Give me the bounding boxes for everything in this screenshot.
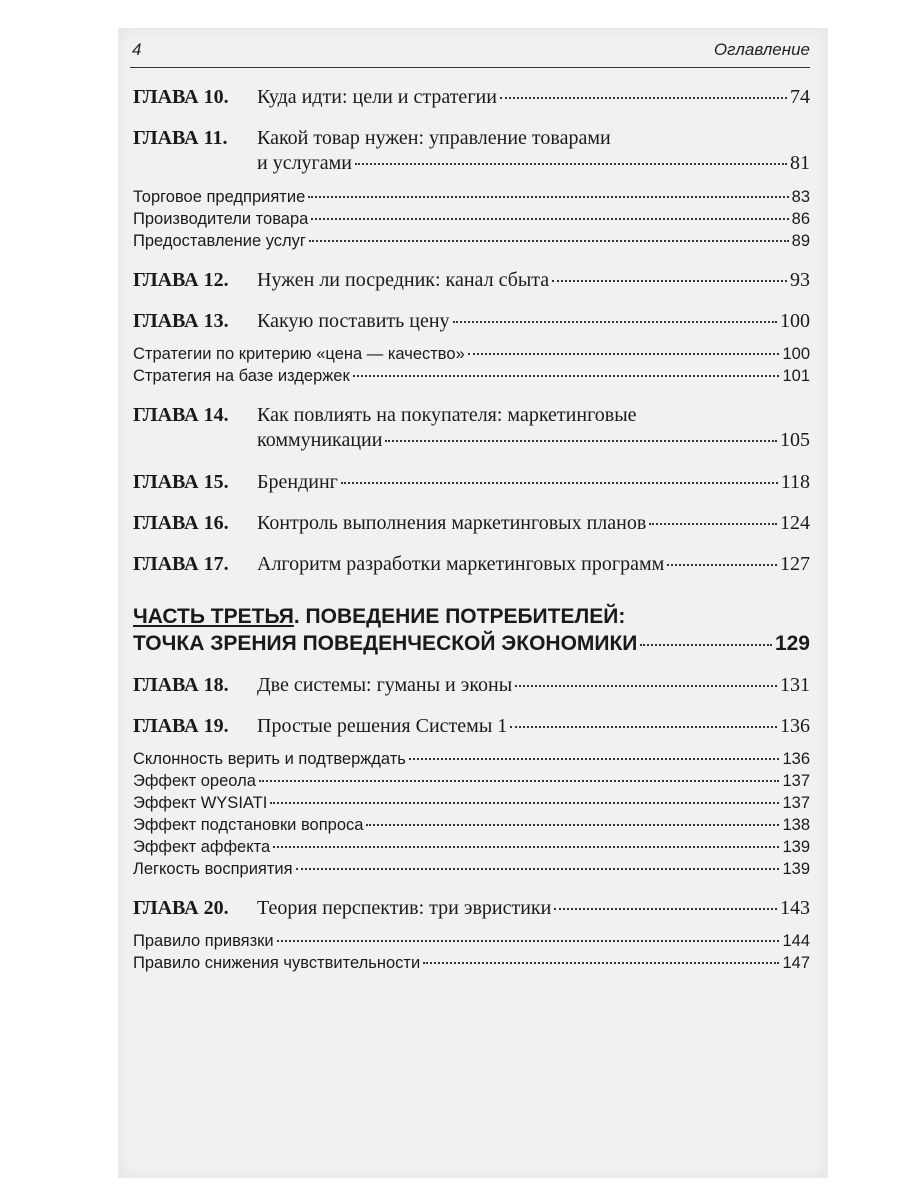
table-of-contents [133, 86, 810, 973]
dot-leader [296, 868, 780, 870]
section-title: Эффект подстановки вопроса [133, 816, 364, 834]
toc-entry-title [133, 553, 664, 576]
part-title: . ПОВЕДЕНИЕ ПОТРЕБИТЕЛЕЙ: [293, 605, 626, 628]
toc-chapter-entry [133, 674, 810, 697]
page-ref: 101 [782, 367, 810, 385]
page-ref: 118 [780, 471, 810, 493]
section-title: Стратегии по критерию «цена — качество» [133, 345, 465, 363]
section-title: Производители товара [133, 210, 309, 228]
section-title: Легкость восприятия [133, 860, 293, 878]
toc-chapter-entry [133, 553, 810, 576]
dot-leader [409, 758, 780, 760]
chapter-title: Как повлиять на покупателя: маркетинговые [257, 404, 637, 426]
chapter-title-line [133, 404, 810, 427]
chapter-label: ГЛАВА 16. [133, 512, 229, 534]
chapter-title: Нужен ли посредник: канал сбыта [257, 269, 550, 291]
toc-section-entry [133, 932, 810, 951]
dot-leader [355, 163, 787, 165]
chapter-title: Контроль выполнения маркетинговых планов [257, 512, 647, 534]
chapter-label: ГЛАВА 10. [133, 86, 229, 108]
part-label: ЧАСТЬ ТРЕТЬЯ [133, 605, 294, 628]
toc-entry-title [133, 471, 338, 494]
section-title: Стратегия на базе издержек [133, 367, 350, 385]
toc-section-entry [133, 750, 810, 769]
toc-entry-title [133, 512, 646, 535]
chapter-label: ГЛАВА 20. [133, 897, 229, 919]
page-ref: 137 [782, 772, 810, 790]
toc-entry-title [133, 715, 507, 738]
chapter-title: Алгоритм разработки маркетинговых программ [257, 553, 665, 575]
toc-entry-title [133, 897, 551, 920]
toc-entry-title [133, 86, 497, 109]
toc-section-entry [133, 954, 810, 973]
toc-section-entry [133, 232, 810, 251]
section-title: Правило снижения чувствительности [133, 954, 421, 972]
dot-leader [423, 962, 779, 964]
toc-chapter-entry [133, 127, 810, 176]
dot-leader [366, 824, 779, 826]
section-title: Торговое предприятие [133, 188, 306, 206]
toc-chapter-entry [133, 86, 810, 109]
section-title: Эффект WYSIATI [133, 794, 268, 812]
chapter-title: Теория перспектив: три эвристики [257, 897, 552, 919]
page-ref: 131 [780, 674, 810, 696]
page-ref: 139 [782, 860, 810, 878]
section-title: Склонность верить и подтверждать [133, 750, 406, 768]
chapter-label: ГЛАВА 14. [133, 404, 229, 426]
page-ref: 83 [791, 188, 810, 206]
dot-leader [468, 353, 780, 355]
chapter-label: ГЛАВА 13. [133, 310, 229, 332]
toc-section-entry [133, 816, 810, 835]
chapter-label: ГЛАВА 12. [133, 269, 229, 291]
chapter-title: Какую поставить цену [257, 310, 450, 332]
chapter-title-line [133, 127, 810, 150]
chapter-title: Две системы: гуманы и эконы [257, 674, 513, 696]
dot-leader [311, 218, 788, 220]
page-ref: 138 [782, 816, 810, 834]
dot-leader [500, 97, 787, 99]
toc-section-entry [133, 794, 810, 813]
page-ref: 143 [780, 897, 810, 919]
section-title: Правило привязки [133, 932, 274, 950]
chapter-label: ГЛАВА 11. [133, 127, 228, 149]
toc-chapter-entry [133, 512, 810, 535]
chapter-title: Куда идти: цели и стратегии [257, 86, 497, 108]
chapter-title: коммуникации [257, 429, 383, 451]
section-title: Предоставление услуг [133, 232, 306, 250]
toc-entry-title [133, 269, 549, 292]
dot-leader [259, 780, 780, 782]
page-ref: 74 [790, 86, 810, 108]
chapter-title: Брендинг [257, 471, 338, 493]
chapter-label: ГЛАВА 19. [133, 715, 229, 737]
page-ref: 100 [780, 310, 810, 332]
page-ref: 105 [780, 429, 810, 451]
chapter-title-line [133, 150, 810, 176]
dot-leader [453, 321, 777, 323]
dot-leader [309, 240, 789, 242]
dot-leader [510, 726, 777, 728]
toc-entry-title [133, 310, 450, 333]
toc-section-entry [133, 838, 810, 857]
toc-chapter-entry [133, 471, 810, 494]
page-ref: 137 [782, 794, 810, 812]
page-ref: 89 [791, 232, 810, 250]
section-title: Эффект ореола [133, 772, 256, 790]
chapter-title-line [133, 427, 810, 453]
part-title-line [133, 602, 810, 632]
dot-leader [667, 564, 777, 566]
page-ref: 81 [790, 152, 810, 174]
running-title: Оглавление [713, 40, 810, 59]
page-ref: 136 [782, 750, 810, 768]
dot-leader [515, 685, 777, 687]
dot-leader [552, 280, 787, 282]
page-ref: 124 [780, 512, 810, 534]
page-header [130, 34, 810, 74]
chapter-title: Какой товар нужен: управление товарами [257, 127, 611, 149]
chapter-title: Простые решения Системы 1 [257, 715, 508, 737]
toc-chapter-entry [133, 269, 810, 292]
dot-leader [640, 644, 772, 646]
toc-chapter-entry [133, 897, 810, 920]
chapter-title: и услугами [257, 152, 352, 174]
chapter-label: ГЛАВА 17. [133, 553, 229, 575]
part-title: ТОЧКА ЗРЕНИЯ ПОВЕДЕНЧЕСКОЙ ЭКОНОМИКИ [133, 632, 638, 655]
page-number: 4 [132, 40, 142, 59]
page-ref: 129 [774, 632, 810, 655]
header-rule [130, 67, 810, 68]
dot-leader [649, 523, 777, 525]
chapter-label: ГЛАВА 15. [133, 471, 229, 493]
dot-leader [353, 375, 780, 377]
section-title: Эффект аффекта [133, 838, 271, 856]
part-title-line [133, 632, 810, 656]
page-ref: 93 [790, 269, 810, 291]
toc-section-entry [133, 210, 810, 229]
page-ref: 86 [791, 210, 810, 228]
toc-part-entry [133, 602, 810, 656]
dot-leader [385, 440, 777, 442]
toc-chapter-entry [133, 310, 810, 333]
toc-section-entry [133, 772, 810, 791]
toc-entry-title [133, 674, 512, 697]
dot-leader [341, 482, 778, 484]
page-ref: 136 [780, 715, 810, 737]
dot-leader [273, 846, 779, 848]
toc-section-entry [133, 860, 810, 879]
page-ref: 100 [782, 345, 810, 363]
toc-section-entry [133, 367, 810, 386]
page-ref: 139 [782, 838, 810, 856]
toc-section-entry [133, 188, 810, 207]
toc-section-entry [133, 345, 810, 364]
dot-leader [270, 802, 779, 804]
dot-leader [308, 196, 788, 198]
chapter-label: ГЛАВА 18. [133, 674, 229, 696]
toc-chapter-entry [133, 404, 810, 453]
dot-leader [554, 908, 777, 910]
dot-leader [277, 940, 780, 942]
page-ref: 147 [782, 954, 810, 972]
page-ref: 144 [782, 932, 810, 950]
page-ref: 127 [780, 553, 810, 575]
toc-chapter-entry [133, 715, 810, 738]
